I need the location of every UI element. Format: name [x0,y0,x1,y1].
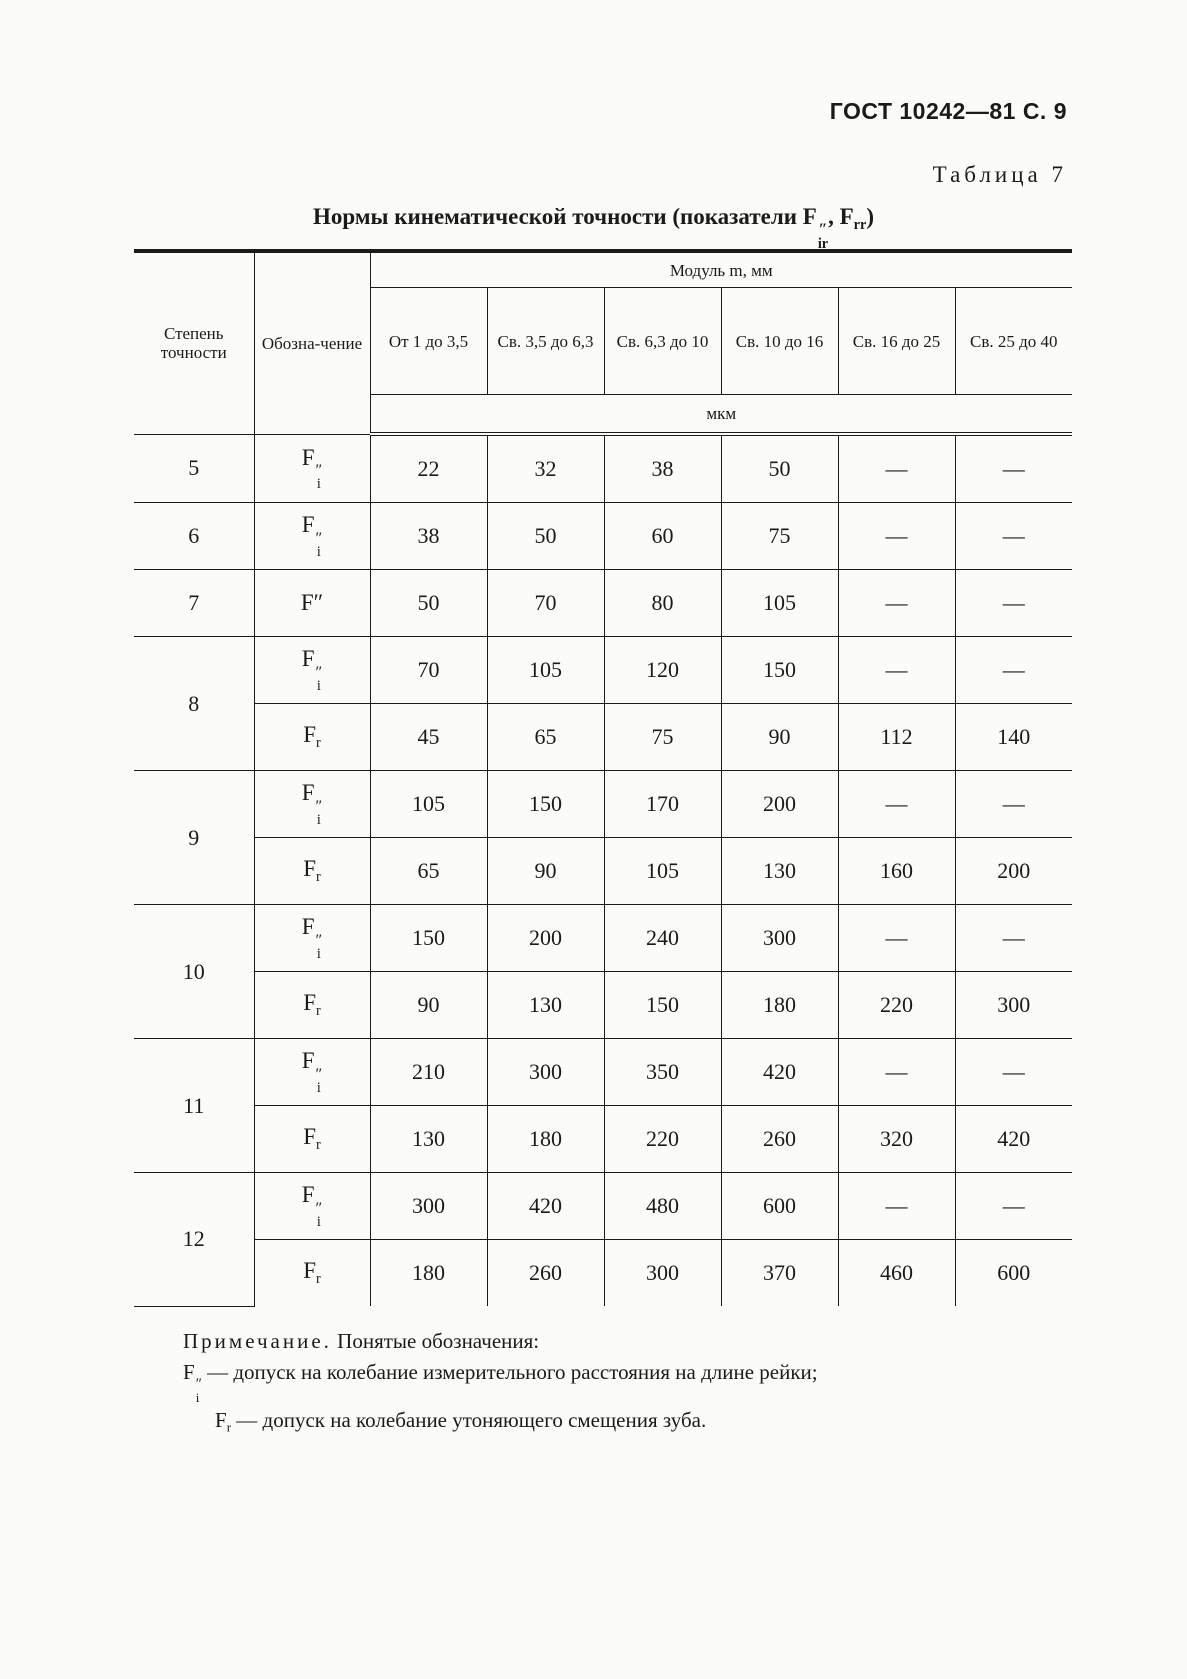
note-item-fr-text: — допуск на колебание утоняющего смещения зуба. [231,1407,707,1432]
dash-value: — [885,523,908,548]
tolerance-value: 300 [997,992,1031,1017]
value-cell [955,503,1072,570]
value-cell [487,1039,604,1106]
note-item-fr [183,1405,818,1443]
value-cell [487,434,604,503]
value-cell [955,637,1072,704]
col-header-module: Св. 10 до 16 [721,288,838,395]
value-cell [370,434,487,503]
tolerance-value: 460 [880,1260,913,1285]
tolerance-value: 260 [529,1260,562,1285]
value-cell [604,1240,721,1307]
tolerance-value: 50 [417,590,440,615]
note-item-fi [183,1357,818,1405]
value-cell [487,704,604,771]
tolerance-value: 240 [646,925,679,950]
col-header-degree: Степень точности [134,251,254,434]
table-row [134,838,1072,905]
tolerance-value: 600 [997,1260,1031,1285]
tolerance-value: 200 [997,858,1031,883]
dash-value: — [885,925,908,950]
tolerance-value: 130 [763,858,796,883]
designation-symbol: F″ [300,590,324,615]
col-header-module: Св. 3,5 до 6,3 [487,288,604,395]
designation-cell [254,637,370,704]
dash-value: — [885,657,908,682]
value-cell [955,704,1072,771]
designation-symbol: F ″ i [301,1182,323,1231]
value-cell [370,1240,487,1307]
tolerance-value: 200 [529,925,562,950]
note-symbol-fi: F ″ i [183,1360,202,1406]
designation-symbol: F ″ i [301,444,323,493]
tolerance-value: 300 [763,925,796,950]
tolerance-value: 65 [417,858,440,883]
value-cell [604,1106,721,1173]
value-cell [721,503,838,570]
tolerance-value: 210 [412,1059,445,1084]
tolerance-value: 220 [880,992,913,1017]
value-cell [838,1039,955,1106]
value-cell [721,434,838,503]
table-row [134,1240,1072,1307]
kinematic-accuracy-table [134,249,1072,1307]
col-header-module: Св. 6,3 до 10 [604,288,721,395]
title-symbol-frr: $F_{rr}$ [839,204,867,233]
designation-cell [254,1173,370,1240]
dash-value: — [1002,456,1025,481]
tolerance-value: 130 [412,1126,445,1151]
value-cell [370,503,487,570]
dash-value: — [885,456,908,481]
value-cell [955,771,1072,838]
dash-value: — [885,1193,908,1218]
title-close: ) [866,204,874,229]
designation-cell [254,704,370,771]
title-symbol-fir: F ″ ir [802,204,829,252]
tolerance-value: 300 [412,1193,445,1218]
designation-symbol: F ″ i [301,646,323,695]
value-cell [487,905,604,972]
value-cell [955,1106,1072,1173]
value-cell [955,838,1072,905]
value-cell [370,905,487,972]
tolerance-value: 420 [763,1059,796,1084]
note-label: Примечание. [183,1329,332,1353]
designation-cell [254,1106,370,1173]
value-cell [838,1240,955,1307]
value-cell [604,503,721,570]
value-cell [838,704,955,771]
tolerance-value: 32 [534,456,557,481]
dash-value: — [1002,657,1025,682]
tolerance-value: 70 [417,657,440,682]
note-item-fi-text: — допуск на колебание измерительного расстояния на длине рейки; [201,1360,818,1384]
col-header-designation: Обозна-чение [254,251,370,434]
tolerance-value: 80 [651,590,674,615]
tolerance-value: 200 [763,791,796,816]
dash-value: — [885,590,908,615]
tolerance-value: 150 [529,791,562,816]
tolerance-value: 300 [529,1059,562,1084]
tolerance-value: 112 [880,724,913,749]
value-cell [487,838,604,905]
tolerance-value: 65 [534,724,557,749]
designation-symbol: $F_r$ [303,1124,321,1153]
accuracy-degree-cell: 6 [134,503,254,570]
tolerance-value: 220 [646,1126,679,1151]
table-row [134,503,1072,570]
tolerance-value: 105 [763,590,796,615]
designation-symbol: F ″ i [301,780,323,829]
tolerance-value: 420 [997,1126,1031,1151]
value-cell [955,570,1072,637]
value-cell [604,637,721,704]
tolerance-value: 90 [768,724,791,749]
designation-symbol: $F_r$ [303,1258,321,1287]
value-cell [721,838,838,905]
tolerance-value: 260 [763,1126,796,1151]
value-cell [955,1240,1072,1307]
designation-symbol: F ″ i [301,512,323,561]
value-cell [838,1173,955,1240]
tolerance-value: 75 [768,523,791,548]
designation-cell [254,771,370,838]
value-cell [721,1039,838,1106]
accuracy-degree-cell: 9 [134,771,254,905]
accuracy-degree-cell: 11 [134,1039,254,1173]
tolerance-value: 105 [412,791,445,816]
table-row [134,637,1072,704]
tolerance-value: 45 [417,724,440,749]
value-cell [487,1106,604,1173]
table-row [134,1039,1072,1106]
table-body [134,434,1072,1306]
value-cell [370,1039,487,1106]
designation-cell [254,503,370,570]
value-cell [487,972,604,1039]
value-cell [604,905,721,972]
value-cell [487,570,604,637]
tolerance-value: 75 [651,724,674,749]
value-cell [955,972,1072,1039]
dash-value: — [885,1059,908,1084]
designation-symbol: $F_r$ [303,856,321,885]
tolerance-value: 105 [646,858,679,883]
tolerance-value: 180 [529,1126,562,1151]
designation-cell [254,1240,370,1307]
tolerance-value: 170 [646,791,679,816]
value-cell [721,1106,838,1173]
value-cell [838,771,955,838]
value-cell [838,503,955,570]
tolerance-value: 60 [651,523,674,548]
value-cell [604,570,721,637]
table-row [134,1106,1072,1173]
tolerance-value: 38 [651,456,674,481]
designation-symbol: $F_r$ [303,990,321,1019]
standard-reference: ГОСТ 10242—81 С. 9 [829,98,1067,124]
tolerance-value: 300 [646,1260,679,1285]
value-cell [721,637,838,704]
tolerance-value: 370 [763,1260,796,1285]
value-cell [838,434,955,503]
value-cell [838,637,955,704]
designation-cell [254,905,370,972]
value-cell [487,1240,604,1307]
value-cell [604,1039,721,1106]
value-cell [487,637,604,704]
value-cell [604,704,721,771]
designation-symbol: $F_r$ [303,722,321,751]
table-row [134,704,1072,771]
value-cell [721,704,838,771]
dash-value: — [1002,1059,1025,1084]
value-cell [604,838,721,905]
tolerance-value: 150 [763,657,796,682]
value-cell [370,1106,487,1173]
dash-value: — [1002,523,1025,548]
col-header-module: Св. 16 до 25 [838,288,955,395]
designation-cell [254,838,370,905]
tolerance-value: 50 [534,523,557,548]
value-cell [370,570,487,637]
accuracy-degree-cell: 7 [134,570,254,637]
designation-cell [254,570,370,637]
value-cell [955,905,1072,972]
table-row [134,570,1072,637]
tolerance-value: 22 [417,456,440,481]
table-note [183,1326,818,1442]
value-cell [487,1173,604,1240]
tolerance-value: 150 [646,992,679,1017]
value-cell [604,434,721,503]
accuracy-degree-cell: 5 [134,434,254,503]
designation-symbol: F ″ i [301,914,323,963]
value-cell [370,771,487,838]
value-cell [721,905,838,972]
table-row [134,434,1072,503]
table-row [134,1173,1072,1240]
value-cell [604,771,721,838]
value-cell [370,637,487,704]
title-separator: , [828,204,840,229]
col-header-module: Св. 25 до 40 [955,288,1072,395]
value-cell [955,1039,1072,1106]
tolerance-value: 160 [880,858,913,883]
designation-cell [254,1039,370,1106]
table-title [0,204,1187,251]
col-header-module: От 1 до 3,5 [370,288,487,395]
title-text: Нормы кинематической точности (показатели [312,204,803,229]
dash-value: — [1002,791,1025,816]
designation-symbol: F ″ i [301,1048,323,1097]
value-cell [370,1173,487,1240]
col-header-module-group: Модуль m, мм [370,251,1072,288]
tolerance-value: 420 [529,1193,562,1218]
table-number: Таблица 7 [932,162,1067,187]
tolerance-value: 320 [880,1126,913,1151]
tolerance-value: 90 [534,858,557,883]
designation-cell [254,434,370,503]
tolerance-value: 480 [646,1193,679,1218]
value-cell [838,972,955,1039]
table-row [134,771,1072,838]
tolerance-value: 350 [646,1059,679,1084]
tolerance-value: 180 [763,992,796,1017]
value-cell [370,704,487,771]
value-cell [838,905,955,972]
tolerance-value: 180 [412,1260,445,1285]
note-symbol-fr: $F_r$ [215,1407,232,1435]
dash-value: — [885,791,908,816]
tolerance-value: 70 [534,590,557,615]
tolerance-value: 150 [412,925,445,950]
dash-value: — [1002,925,1025,950]
col-header-unit: мкм [370,395,1072,435]
value-cell [721,1173,838,1240]
value-cell [487,503,604,570]
dash-value: — [1002,590,1025,615]
value-cell [721,771,838,838]
value-cell [955,434,1072,503]
value-cell [604,1173,721,1240]
tolerance-value: 600 [763,1193,796,1218]
value-cell [370,838,487,905]
tolerance-value: 120 [646,657,679,682]
value-cell [604,972,721,1039]
value-cell [838,1106,955,1173]
tolerance-value: 90 [417,992,440,1017]
tolerance-value: 38 [417,523,440,548]
value-cell [370,972,487,1039]
value-cell [487,771,604,838]
value-cell [721,570,838,637]
value-cell [838,570,955,637]
tolerance-value: 140 [997,724,1031,749]
tolerance-value: 50 [768,456,791,481]
table-row [134,972,1072,1039]
table-row [134,905,1072,972]
value-cell [721,972,838,1039]
dash-value: — [1002,1193,1025,1218]
accuracy-degree-cell: 10 [134,905,254,1039]
value-cell [955,1173,1072,1240]
value-cell [838,838,955,905]
accuracy-degree-cell: 8 [134,637,254,771]
note-intro: Понятые обозначения: [331,1329,540,1353]
tolerance-value: 105 [529,657,562,682]
designation-cell [254,972,370,1039]
tolerance-value: 130 [529,992,562,1017]
value-cell [721,1240,838,1307]
accuracy-degree-cell: 12 [134,1173,254,1307]
